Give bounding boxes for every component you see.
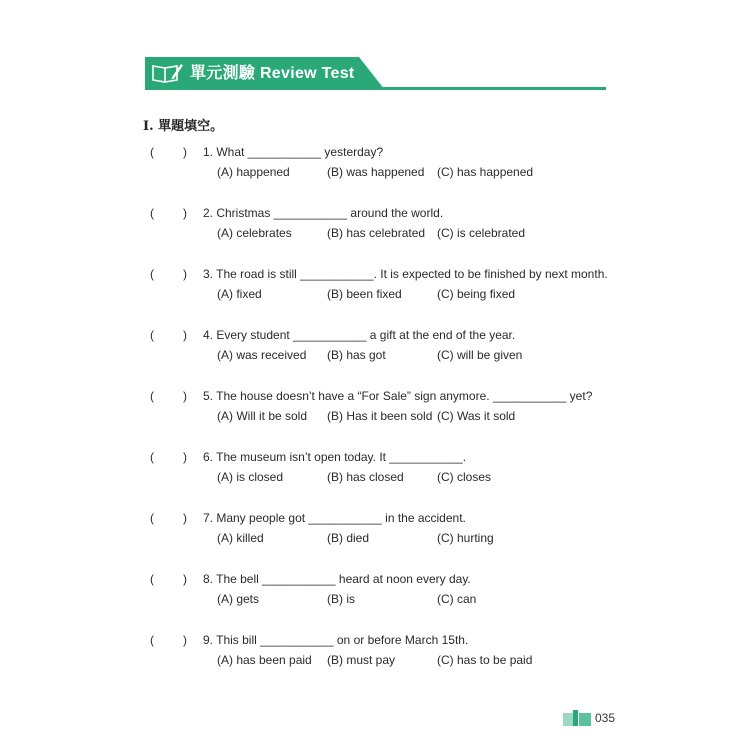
question-text: 8. The bell ___________ heard at noon every day. [203,572,471,586]
answer-paren-close: ) [183,389,187,403]
answer-paren-close: ) [183,206,187,220]
answer-paren-open: ( [150,389,154,403]
header-rule [145,87,606,90]
question-text: 3. The road is still ___________. It is expected to be finished by next month. [203,267,608,281]
option-c: (C) is celebrated [437,226,526,240]
option-c: (C) hurting [437,531,494,545]
question-text: 6. The museum isn’t open today. It ___________. [203,450,467,464]
option-a: (A) is closed [217,470,284,484]
answer-paren-close: ) [183,511,187,525]
answer-paren-open: ( [150,511,154,525]
option-c: (C) has happened [437,165,534,179]
option-c: (C) being fixed [437,287,516,301]
question-9 [0,632,750,672]
answer-paren-close: ) [183,633,187,647]
question-text: 5. The house doesn’t have a “For Sale” sign anymore. ___________ yet? [203,389,593,403]
option-a: (A) was received [217,348,307,362]
option-c: (C) will be given [437,348,523,362]
answer-paren-close: ) [183,145,187,159]
option-b: (B) has got [327,348,386,362]
option-a: (A) Will it be sold [217,409,308,423]
answer-paren-open: ( [150,206,154,220]
option-b: (B) has closed [327,470,404,484]
option-a: (A) happened [217,165,290,179]
question-2 [0,205,750,245]
page-tab-icon [563,710,593,726]
question-8 [0,571,750,611]
answer-paren-open: ( [150,267,154,281]
option-c: (C) can [437,592,477,606]
option-c: (C) closes [437,470,492,484]
option-c: (C) Was it sold [437,409,516,423]
answer-paren-close: ) [183,267,187,281]
option-a: (A) has been paid [217,653,312,667]
question-5 [0,388,750,428]
question-3 [0,266,750,306]
answer-paren-open: ( [150,450,154,464]
question-6 [0,449,750,489]
answer-paren-open: ( [150,328,154,342]
option-a: (A) celebrates [217,226,292,240]
answer-paren-open: ( [150,572,154,586]
option-b: (B) has celebrated [327,226,426,240]
option-a: (A) gets [217,592,260,606]
option-b: (B) Has it been sold [327,409,433,423]
answer-paren-close: ) [183,572,187,586]
question-4 [0,327,750,367]
section-heading: I. 單題填空。 [143,119,224,134]
question-text: 1. What ___________ yesterday? [203,145,384,159]
question-1 [0,144,750,184]
question-text: 9. This bill ___________ on or before March 15th. [203,633,469,647]
answer-paren-close: ) [183,328,187,342]
answer-paren-open: ( [150,145,154,159]
option-b: (B) been fixed [327,287,402,301]
page-title: 單元測驗 Review Test [190,65,355,82]
answer-paren-open: ( [150,633,154,647]
question-text: 7. Many people got ___________ in the accident. [203,511,466,525]
page-number-text: 035 [595,711,616,725]
option-b: (B) was happened [327,165,425,179]
book-pen-icon [150,61,184,85]
option-b: (B) must pay [327,653,396,667]
option-a: (A) fixed [217,287,262,301]
question-text: 2. Christmas ___________ around the world. [203,206,444,220]
answer-paren-close: ) [183,450,187,464]
option-c: (C) has to be paid [437,653,533,667]
question-text: 4. Every student ___________ a gift at the end of the year. [203,328,516,342]
question-7 [0,510,750,550]
option-a: (A) killed [217,531,264,545]
option-b: (B) is [327,592,355,606]
option-b: (B) died [327,531,370,545]
